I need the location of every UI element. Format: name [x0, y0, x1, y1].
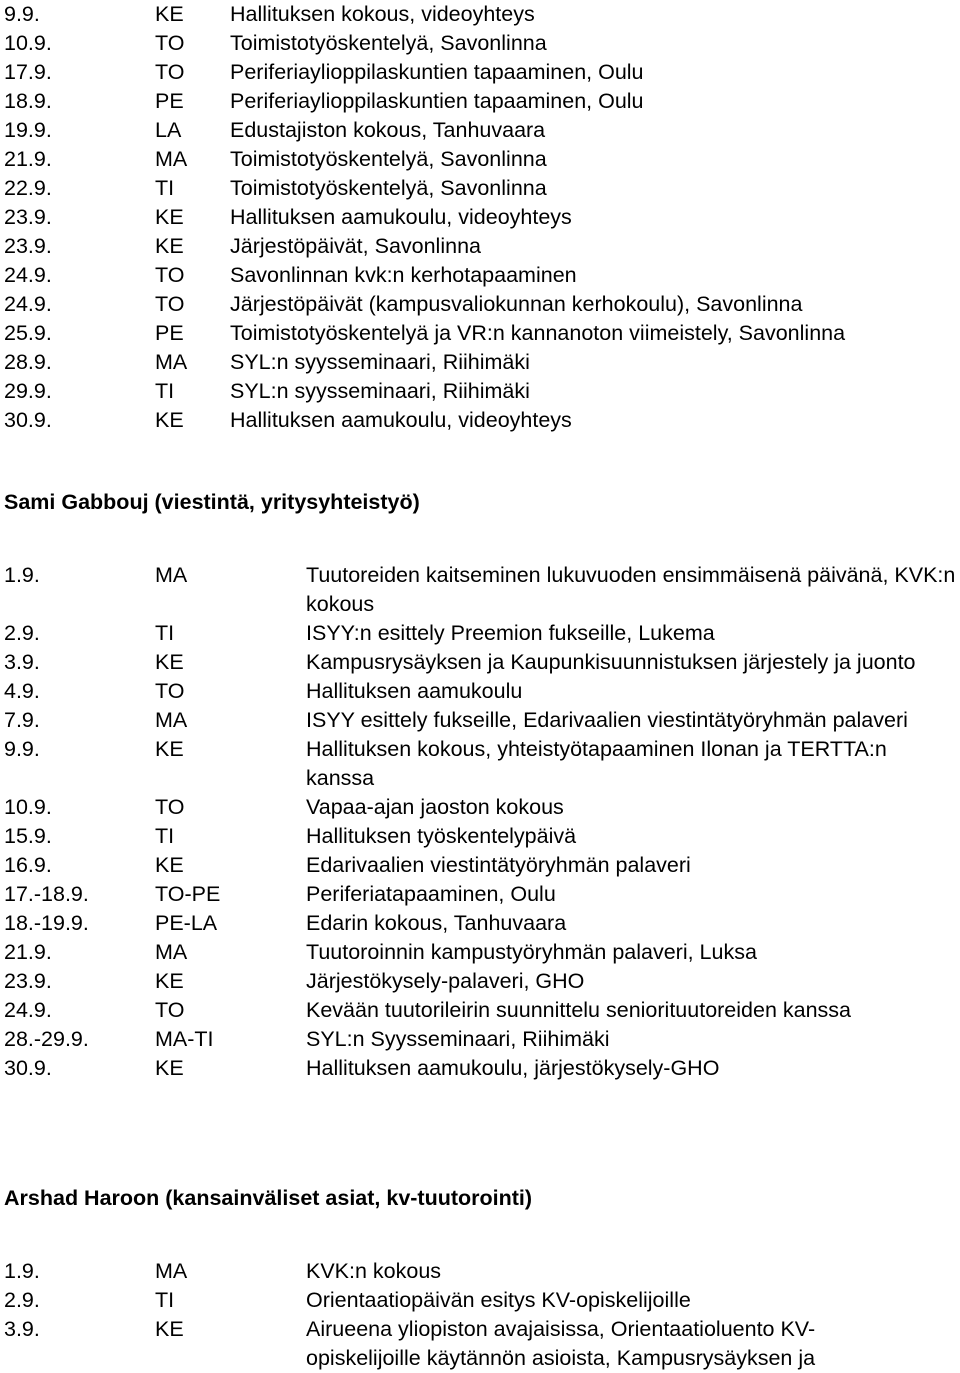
- row-weekday: TO-PE: [155, 882, 221, 906]
- schedule-row: [4, 938, 960, 967]
- row-date: 3.9.: [4, 650, 40, 674]
- schedule-row: [4, 822, 960, 851]
- row-weekday: MA: [155, 708, 188, 732]
- row-description: SYL:n syysseminaari, Riihimäki: [230, 379, 530, 403]
- schedule-row: [4, 377, 960, 406]
- row-weekday: TI: [155, 1288, 175, 1312]
- row-date: 28.-29.9.: [4, 1027, 89, 1051]
- row-weekday: KE: [155, 408, 184, 432]
- row-date: 23.9.: [4, 969, 52, 993]
- schedule-section-2: [4, 488, 960, 1083]
- row-weekday: PE: [155, 89, 184, 113]
- row-description: Hallituksen aamukoulu, videoyhteys: [230, 205, 572, 229]
- row-description: Hallituksen työskentelypäivä: [306, 824, 577, 848]
- schedule-row: [4, 1054, 960, 1083]
- row-date: 24.9.: [4, 998, 52, 1022]
- row-description: Tuutoroinnin kampustyöryhmän palaveri, Luksa: [306, 940, 757, 964]
- row-description: Järjestöpäivät, Savonlinna: [230, 234, 481, 258]
- row-description: Toimistotyöskentelyä ja VR:n kannanoton viimeistely, Savonlinna: [230, 321, 846, 345]
- row-weekday: TI: [155, 379, 175, 403]
- row-weekday: MA: [155, 147, 188, 171]
- row-date: 2.9.: [4, 1288, 40, 1312]
- row-weekday: TO: [155, 263, 185, 287]
- schedule-row: [4, 851, 960, 880]
- row-weekday: TI: [155, 176, 175, 200]
- schedule-row: [4, 348, 960, 377]
- row-description: Toimistotyöskentelyä, Savonlinna: [230, 176, 547, 200]
- schedule-row: [4, 1286, 960, 1315]
- row-description: Periferiaylioppilaskuntien tapaaminen, Oulu: [230, 60, 644, 84]
- row-weekday: KE: [155, 2, 184, 26]
- row-date: 22.9.: [4, 176, 52, 200]
- schedule-row: [4, 261, 960, 290]
- row-description: Hallituksen aamukoulu, järjestökysely-GHO: [306, 1056, 720, 1080]
- row-date: 17.9.: [4, 60, 52, 84]
- schedule-row: [4, 174, 960, 203]
- schedule-row: [4, 909, 960, 938]
- row-date: 25.9.: [4, 321, 52, 345]
- row-weekday: KE: [155, 650, 184, 674]
- row-description: Toimistotyöskentelyä, Savonlinna: [230, 147, 547, 171]
- row-weekday: KE: [155, 969, 184, 993]
- section-heading: Arshad Haroon (kansainväliset asiat, kv-tuutorointi): [4, 1186, 533, 1210]
- row-description: Airueena yliopiston avajaisissa, Orientaatioluento KV-opiskelijoille käytännön asioista, Kampusrysäyksen ja: [306, 1317, 816, 1370]
- schedule-section-3: [4, 1184, 960, 1373]
- schedule-row: [4, 735, 960, 793]
- row-weekday: KE: [155, 205, 184, 229]
- row-date: 10.9.: [4, 795, 52, 819]
- schedule-row: [4, 319, 960, 348]
- row-description: Hallituksen kokous, videoyhteys: [230, 2, 535, 26]
- schedule-row: [4, 145, 960, 174]
- schedule-row: [4, 58, 960, 87]
- row-weekday: KE: [155, 1317, 184, 1341]
- schedule-row: [4, 1025, 960, 1054]
- row-date: 1.9.: [4, 1259, 40, 1283]
- row-date: 3.9.: [4, 1317, 40, 1341]
- schedule-row: [4, 406, 960, 435]
- schedule-row: [4, 880, 960, 909]
- row-weekday: TO: [155, 795, 185, 819]
- schedule-row: [4, 619, 960, 648]
- row-date: 15.9.: [4, 824, 52, 848]
- schedule-row: [4, 29, 960, 58]
- row-date: 7.9.: [4, 708, 40, 732]
- row-date: 21.9.: [4, 940, 52, 964]
- row-date: 10.9.: [4, 31, 52, 55]
- row-description: ISYY esittely fukseille, Edarivaalien viestintätyöryhmän palaveri: [306, 708, 908, 732]
- row-date: 16.9.: [4, 853, 52, 877]
- schedule-row: [4, 561, 960, 619]
- row-date: 17.-18.9.: [4, 882, 89, 906]
- row-weekday: TO: [155, 292, 185, 316]
- row-description: Hallituksen aamukoulu: [306, 679, 523, 703]
- row-date: 2.9.: [4, 621, 40, 645]
- row-weekday: TO: [155, 60, 185, 84]
- row-description: Hallituksen aamukoulu, videoyhteys: [230, 408, 572, 432]
- row-description: Edarin kokous, Tanhuvaara: [306, 911, 567, 935]
- row-description: Periferiatapaaminen, Oulu: [306, 882, 556, 906]
- row-weekday: TI: [155, 621, 175, 645]
- row-date: 18.9.: [4, 89, 52, 113]
- row-weekday: KE: [155, 737, 184, 761]
- row-description: Kampusrysäyksen ja Kaupunkisuunnistuksen järjestely ja juonto: [306, 650, 916, 674]
- row-description: Hallituksen kokous, yhteistyötapaaminen Ilonan ja TERTTA:n kanssa: [306, 737, 887, 790]
- row-date: 9.9.: [4, 737, 40, 761]
- row-date: 24.9.: [4, 292, 52, 316]
- row-weekday: MA: [155, 940, 188, 964]
- schedule-row: [4, 232, 960, 261]
- row-description: SYL:n syysseminaari, Riihimäki: [230, 350, 530, 374]
- row-description: SYL:n Syysseminaari, Riihimäki: [306, 1027, 610, 1051]
- row-date: 24.9.: [4, 263, 52, 287]
- row-description: Tuutoreiden kaitseminen lukuvuoden ensimmäisenä päivänä, KVK:n kokous: [306, 563, 956, 616]
- row-date: 1.9.: [4, 563, 40, 587]
- row-date: 30.9.: [4, 408, 52, 432]
- row-date: 19.9.: [4, 118, 52, 142]
- row-weekday: TO: [155, 31, 185, 55]
- row-weekday: TI: [155, 824, 175, 848]
- schedule-row: [4, 0, 960, 29]
- row-description: Periferiaylioppilaskuntien tapaaminen, Oulu: [230, 89, 644, 113]
- row-description: Kevään tuutorileirin suunnittelu seniorituutoreiden kanssa: [306, 998, 852, 1022]
- row-description: Savonlinnan kvk:n kerhotapaaminen: [230, 263, 577, 287]
- row-date: 23.9.: [4, 205, 52, 229]
- schedule-row: [4, 1257, 960, 1286]
- row-weekday: MA: [155, 1259, 188, 1283]
- schedule-row: [4, 203, 960, 232]
- row-description: Järjestöpäivät (kampusvaliokunnan kerhokoulu), Savonlinna: [230, 292, 803, 316]
- schedule-row: [4, 87, 960, 116]
- row-weekday: PE: [155, 321, 184, 345]
- schedule-row: [4, 793, 960, 822]
- row-date: 29.9.: [4, 379, 52, 403]
- row-date: 9.9.: [4, 2, 40, 26]
- row-weekday: KE: [155, 234, 184, 258]
- schedule-row: [4, 996, 960, 1025]
- schedule-section-1: [4, 0, 960, 435]
- row-date: 28.9.: [4, 350, 52, 374]
- row-description: Järjestökysely-palaveri, GHO: [306, 969, 585, 993]
- schedule-row: [4, 967, 960, 996]
- row-weekday: PE-LA: [155, 911, 218, 935]
- row-weekday: TO: [155, 679, 185, 703]
- row-description: ISYY:n esittely Preemion fukseille, Lukema: [306, 621, 715, 645]
- schedule-row: [4, 648, 960, 677]
- row-weekday: MA: [155, 350, 188, 374]
- row-description: Edarivaalien viestintätyöryhmän palaveri: [306, 853, 691, 877]
- schedule-row: [4, 290, 960, 319]
- row-date: 21.9.: [4, 147, 52, 171]
- row-weekday: KE: [155, 853, 184, 877]
- row-weekday: TO: [155, 998, 185, 1022]
- row-description: Orientaatiopäivän esitys KV-opiskelijoille: [306, 1288, 691, 1312]
- schedule-row: [4, 706, 960, 735]
- row-description: Vapaa-ajan jaoston kokous: [306, 795, 564, 819]
- row-date: 23.9.: [4, 234, 52, 258]
- row-weekday: MA: [155, 563, 188, 587]
- schedule-row: [4, 677, 960, 706]
- row-description: KVK:n kokous: [306, 1259, 442, 1283]
- row-description: Edustajiston kokous, Tanhuvaara: [230, 118, 546, 142]
- schedule-row: [4, 1315, 960, 1373]
- row-weekday: KE: [155, 1056, 184, 1080]
- row-date: 18.-19.9.: [4, 911, 89, 935]
- row-weekday: MA-TI: [155, 1027, 214, 1051]
- row-description: Toimistotyöskentelyä, Savonlinna: [230, 31, 547, 55]
- schedule-row: [4, 116, 960, 145]
- row-date: 30.9.: [4, 1056, 52, 1080]
- row-date: 4.9.: [4, 679, 40, 703]
- row-weekday: LA: [155, 118, 182, 142]
- section-heading: Sami Gabbouj (viestintä, yritysyhteistyö): [4, 490, 420, 514]
